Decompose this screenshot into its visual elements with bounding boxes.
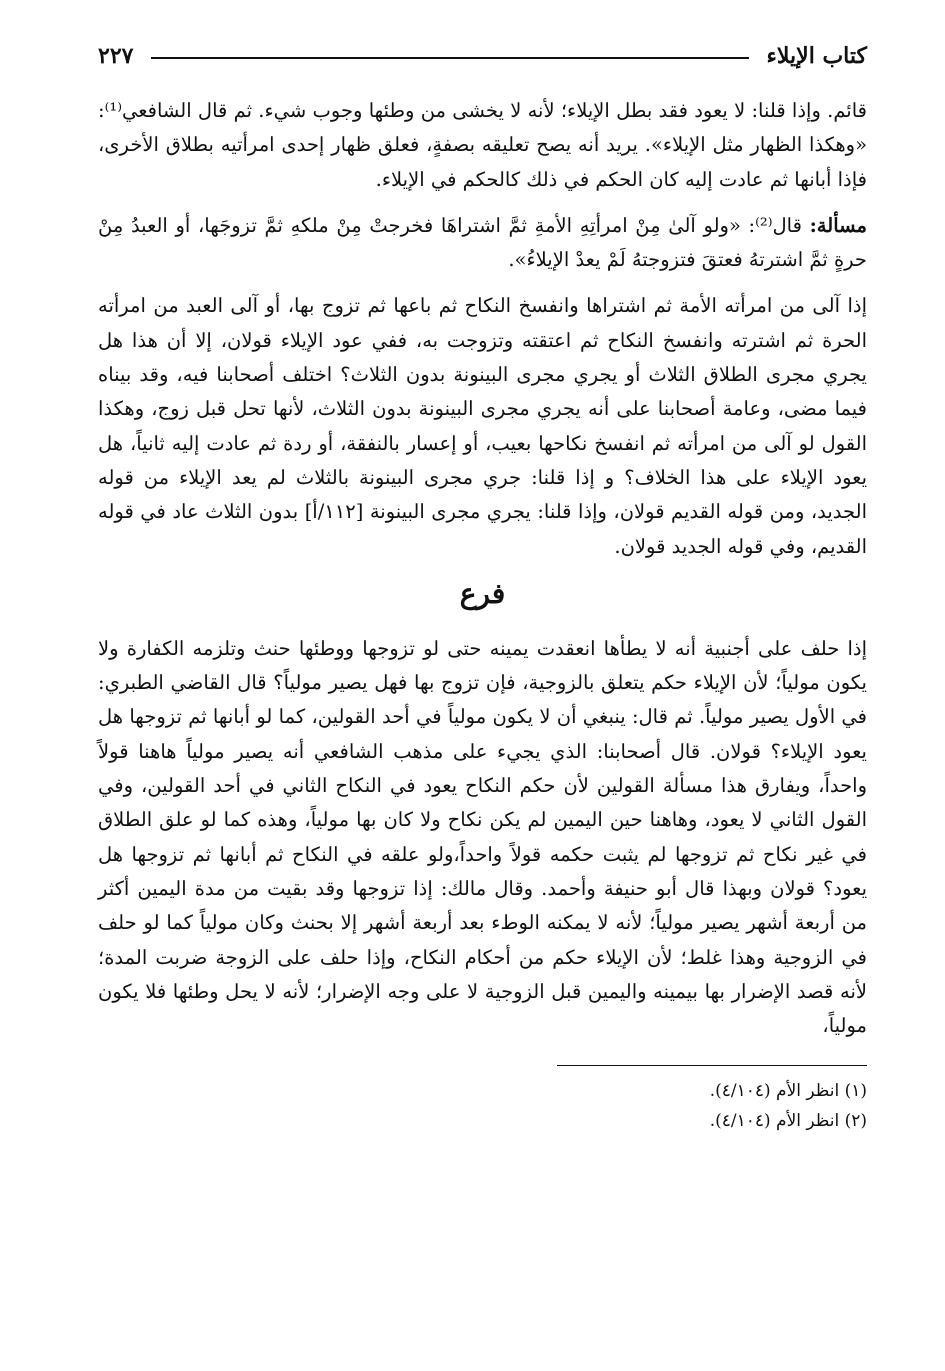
spacer: [98, 277, 867, 289]
section-heading: فرع: [459, 576, 506, 610]
footnote-2: (٢) انظر الأم (٤/١٠٤).: [709, 1111, 867, 1132]
footnote-rule: [557, 1065, 867, 1066]
paragraph-masala: [98, 209, 867, 278]
header-rule: [151, 57, 748, 59]
paragraph-3: إذا آلى من امرأته الأمة ثم اشتراها وانفسخ النكاح ثم باعها ثم تزوج بها، أو آلى العبد من امرأته الحرة ثم اشترته وانفسخ النكاح ثم اعتقته وتزوجت به، ففي عود الإيلاء قولان، إلا أن هذا هل يجري مجرى الطلاق الثلاث أو يجري مجرى البينونة بدون الثلاث؟ اختلف أصحابنا فيه، وقد بيناه فيما مضى، وعامة أصحابنا على أنه يجري مجرى البينونة بدون الثلاث، لأنها تحل قبل زوج، وهكذا القول لو آلى من امرأته ثم انفسخ نكاحها بعيب، أو إعسار بالنفقة، أو ردة ثم عادت إليه ثانياً، هل يعود الإيلاء على هذا الخلاف؟ و إذا قلنا: جري مجرى البينونة بالثلاث لم يعد الإيلاء من قوله الجديد، ومن قوله القديم قولان، وإذا قلنا: يجري مجرى البينونة [١١٢/أ] بدون الثلاث عاد في قوله القديم، وفي قوله الجديد قولان.: [98, 294, 867, 558]
footnote-1: (١) انظر الأم (٤/١٠٤).: [709, 1081, 867, 1102]
paragraph-4: إذا حلف على أجنبية أنه لا يطأها انعقدت يمينه حتى لو تزوجها ووطئها حنث وتلزمه الكفارة ولا يكون مولياً؛ لأن الإيلاء حكم يتعلق بالزوجية، فإن تزوج بها فهل يصير مولياً؟ قال القاضي الطبري: في الأول يصير مولياً. ثم قال: ينبغي أن لا يكون مولياً في أحد القولين، كما لو أبانها ثم تزوجها هل يعود الإيلاء؟ قولان. قال أصحابنا: الذي يجيء على مذهب الشافعي أنه يصير مولياً هاهنا قولاً واحداً، ويفارق هذا مسألة القولين لأن حكم النكاح يعود في النكاح الثاني في أحد القولين، وفي القول الثاني لا يعود، وهاهنا حين اليمين لم يكن نكاح ولا كان بها مولياً، وهذه كما لو علق الطلاق في غير نكاح ثم تزوجها لم يثبت حكمه قولاً واحداً،ولو علقه في النكاح ثم أبانها ثم تزوجها هل يعود؟ قولان وبهذا قال أبو حنيفة وأحمد. وقال مالك: إذا تزوجها وقد بقيت من مدة اليمين أكثر من أربعة أشهر يصير مولياً؛ لأنه لا يمكنه الوطء بعد أربعة أشهر إلا بحنث وكان مولياً كما لو حلف في الزوجية وهذا غلط؛ لأن الإيلاء حكم من أحكام النكاح، وإذا حلف على الزوجة ضربت المدة؛ لأنه قصد الإضرار بها بيمينه واليمين قبل الزوجية لا على وجه الإضرار؛ لأنه لا يحل وطئها فلا يكون مولياً،: [98, 636, 867, 1038]
spacer: [98, 197, 867, 209]
running-header: [98, 38, 867, 74]
masala-text: قال⁽²⁾: «ولو آلىٰ مِنْ امرأتِهِ الأمةِ ثمَّ اشتراهَا فخرجتْ مِنْ ملكهِ ثمَّ تزوجَها، أو العبدُ مِنْ حرةٍ ثمَّ اشترتهُ فعتقَ فتزوجتهُ لَمْ يعدْ الإيلاءُ».: [98, 213, 867, 272]
chapter-title: كتاب الإيلاء: [766, 43, 867, 69]
paragraph-1: قائم. وإذا قلنا: لا يعود فقد بطل الإيلاء؛ لأنه لا يخشى من وطئها وجوب شيء. ثم قال الشافعي⁽¹⁾: «وهكذا الظهار مثل الإيلاء». يريد أنه يصح تعليقه بصفةٍ، فعلق ظهار إحدى امرأتيه بطلاق الأخرى، فإذا أبانها ثم عادت إليه كان الحكم في ذلك كالحكم في الإيلاء.: [98, 99, 867, 191]
page-number: ٢٢٧: [98, 43, 134, 69]
masala-label: مسألة:: [809, 213, 867, 237]
spacer: [98, 620, 867, 632]
